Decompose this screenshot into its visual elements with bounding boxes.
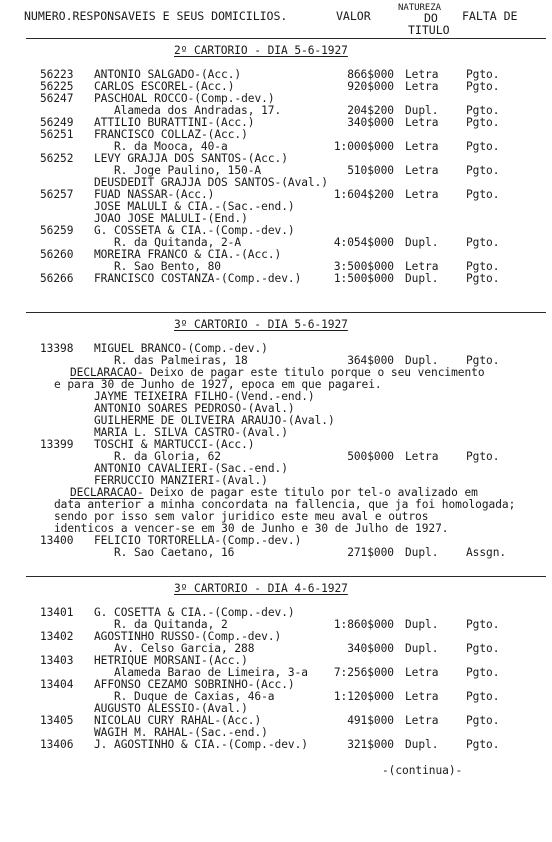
entry-number: 56257 [40, 188, 74, 201]
title-type: Dupl. [405, 642, 439, 655]
title-type: Dupl. [405, 738, 439, 751]
party-line: TOSCHI & MARTUCCI-(Acc.) [94, 438, 255, 451]
title-type: Dupl. [405, 618, 439, 631]
party-line: DEUSDEDIT GRAJJA DOS SANTOS-(Aval.) [94, 176, 328, 189]
party-line: HETRIQUE MORSANI-(Acc.) [94, 654, 248, 667]
party-line: FUAD NASSAR-(Acc.) [94, 188, 215, 201]
amount: 920$000 [347, 80, 394, 93]
entry-number: 56252 [40, 152, 74, 165]
amount: 340$000 [347, 116, 394, 129]
section-divider [26, 312, 546, 313]
entry-number: 13406 [40, 738, 74, 751]
party-line: G. COSETTA & CIA.-(Comp.-dev.) [94, 606, 295, 619]
party-line: JOSE MALULI & CIA.-(Sac.-end.) [94, 200, 295, 213]
entry-number: 56251 [40, 128, 74, 141]
address-line: R. da Quitanda, 2 [114, 618, 228, 631]
title-type: Letra [405, 80, 439, 93]
amount: 866$000 [347, 68, 394, 81]
party-line: MIGUEL BRANCO-(Comp.-dev.) [94, 342, 268, 355]
amount: 491$000 [347, 714, 394, 727]
amount: 1:860$000 [333, 618, 394, 631]
title-type: Letra [405, 714, 439, 727]
amount: 4:054$000 [333, 236, 394, 249]
status: Pgto. [466, 354, 500, 367]
entry-number: 56259 [40, 224, 74, 237]
entry-number: 56225 [40, 80, 74, 93]
header-column-fault: FALTA DE [462, 9, 518, 23]
title-type: Dupl. [405, 546, 439, 559]
amount: 7:256$000 [333, 666, 394, 679]
header-column-nature-1: NATUREZA [398, 3, 441, 13]
entry-number: 56249 [40, 116, 74, 129]
amount: 1:500$000 [333, 272, 394, 285]
title-type: Letra [405, 68, 439, 81]
party-line: JOAO JOSE MALULI-(End.) [94, 212, 248, 225]
section-title: 3º CARTORIO - DIA 4-6-1927 [174, 582, 348, 595]
amount: 500$000 [347, 450, 394, 463]
party-line: ANTONIO CAVALIERI-(Sac.-end.) [94, 462, 288, 475]
party-line: AFFONSO CEZAMO SOBRINHO-(Acc.) [94, 678, 295, 691]
party-line: NICOLAU CURY RAHAL-(Acc.) [94, 714, 262, 727]
entry-number: 13403 [40, 654, 74, 667]
header-column-nature-3: TITULO [408, 23, 450, 37]
status: Pgto. [466, 738, 500, 751]
entry-number: 13400 [40, 534, 74, 547]
amount: 321$000 [347, 738, 394, 751]
party-line: CARLOS ESCOREL-(Acc.) [94, 80, 235, 93]
entry-number: 13398 [40, 342, 74, 355]
party-line: WAGIH M. RAHAL-(Sac.-end.) [94, 726, 268, 739]
status: Pgto. [466, 690, 500, 703]
status: Pgto. [466, 188, 500, 201]
amount: 1:000$000 [333, 140, 394, 153]
status: Pgto. [466, 272, 500, 285]
party-line: G. COSSETA & CIA.-(Comp.-dev.) [94, 224, 295, 237]
party-line: ANTONIO SOARES PEDROSO-(Aval.) [94, 402, 295, 415]
amount: 271$000 [347, 546, 394, 559]
status: Pgto. [466, 450, 500, 463]
party-line: MARIA L. SILVA CASTRO-(Aval.) [94, 426, 288, 439]
status: Pgto. [466, 236, 500, 249]
status: Pgto. [466, 164, 500, 177]
status: Assgn. [466, 546, 507, 559]
declaration-keyword: DECLARACAO- [70, 486, 144, 499]
declaration-text: DECLARACAO- Deixo de pagar este titulo porque o seu vencimento [70, 366, 485, 379]
entry-number: 56223 [40, 68, 74, 81]
party-line: FRANCISCO COSTANZA-(Comp.-dev.) [94, 272, 302, 285]
amount: 1:604$200 [333, 188, 394, 201]
party-line: FELICIO TORTORELLA-(Comp.-dev.) [94, 534, 302, 547]
title-type: Letra [405, 450, 439, 463]
address-line: Alameda Barao de Limeira, 3-a [114, 666, 308, 679]
address-line: R. da Quitanda, 2-A [114, 236, 242, 249]
entry-number: 56266 [40, 272, 74, 285]
header-column-nature-2: DO [424, 11, 438, 25]
title-type: Dupl. [405, 272, 439, 285]
title-type: Letra [405, 666, 439, 679]
party-line: PASCHOAL ROCCO-(Comp.-dev.) [94, 92, 275, 105]
header-divider [26, 38, 546, 39]
address-line: R. Sao Caetano, 16 [114, 546, 235, 559]
entry-number: 56247 [40, 92, 74, 105]
party-line: AUGUSTO ALESSIO-(Aval.) [94, 702, 248, 715]
title-type: Dupl. [405, 354, 439, 367]
title-type: Letra [405, 164, 439, 177]
entry-number: 13404 [40, 678, 74, 691]
section-title: 2º CARTORIO - DIA 5-6-1927 [174, 44, 348, 57]
address-line: R. Duque de Caxias, 46-a [114, 690, 275, 703]
address-line: R. das Palmeiras, 18 [114, 354, 248, 367]
continued-note: -(continua)- [382, 764, 463, 777]
entry-number: 13401 [40, 606, 74, 619]
entry-number: 56260 [40, 248, 74, 261]
declaration-text: DECLARACAO- Deixo de pagar este titulo por tel-o avalizado em [70, 486, 478, 499]
amount: 510$000 [347, 164, 394, 177]
status: Pgto. [466, 618, 500, 631]
title-type: Letra [405, 188, 439, 201]
party-line: FERRUCCIO MANZIERI-(Aval.) [94, 474, 268, 487]
party-line: FRANCISCO COLLAZ-(Acc.) [94, 128, 248, 141]
party-line: LEVY GRAJJA DOS SANTOS-(Acc.) [94, 152, 288, 165]
party-line: identicos a vencer-se em 30 de Junho e 30 de Julho de 1927. [54, 522, 449, 535]
entry-number: 13399 [40, 438, 74, 451]
party-line: ATTILIO BURATTINI-(Acc.) [94, 116, 255, 129]
header-column-names: NUMERO.RESPONSAVEIS E SEUS DOMICILIOS. [24, 9, 288, 23]
title-type: Dupl. [405, 104, 439, 117]
address-line: R. Joge Paulino, 150-A [114, 164, 262, 177]
declaration-keyword: DECLARACAO- [70, 366, 144, 379]
party-line: MOREIRA FRANCO & CIA.-(Acc.) [94, 248, 282, 261]
status: Pgto. [466, 666, 500, 679]
title-type: Letra [405, 260, 439, 273]
status: Pgto. [466, 642, 500, 655]
party-line: AGOSTINHO RUSSO-(Comp.-dev.) [94, 630, 282, 643]
status: Pgto. [466, 140, 500, 153]
status: Pgto. [466, 116, 500, 129]
section-divider [26, 576, 546, 577]
address-line: R. da Mooca, 40-a [114, 140, 228, 153]
title-type: Dupl. [405, 236, 439, 249]
amount: 3:500$000 [333, 260, 394, 273]
amount: 340$000 [347, 642, 394, 655]
address-line: R. da Gloria, 62 [114, 450, 221, 463]
header-column-value: VALOR [336, 9, 371, 23]
amount: 204$200 [347, 104, 394, 117]
status: Pgto. [466, 714, 500, 727]
party-line: ANTONIO SALGADO-(Acc.) [94, 68, 242, 81]
party-line: J. AGOSTINHO & CIA.-(Comp.-dev.) [94, 738, 308, 751]
amount: 364$000 [347, 354, 394, 367]
entry-number: 13405 [40, 714, 74, 727]
party-line: JAYME TEIXEIRA FILHO-(Vend.-end.) [94, 390, 315, 403]
party-line: data anterior a minha concordata na fallencia, que ja foi homologada; sendo por isso sem valor juridico este meu aval e outros [54, 498, 516, 523]
title-type: Letra [405, 116, 439, 129]
party-line: GUILHERME DE OLIVEIRA ARAUJO-(Aval.) [94, 414, 335, 427]
entry-number: 13402 [40, 630, 74, 643]
title-type: Letra [405, 140, 439, 153]
status: Pgto. [466, 260, 500, 273]
status: Pgto. [466, 80, 500, 93]
title-type: Letra [405, 690, 439, 703]
status: Pgto. [466, 68, 500, 81]
status: Pgto. [466, 104, 500, 117]
amount: 1:120$000 [333, 690, 394, 703]
address-line: Alameda dos Andradas, 17. [114, 104, 282, 117]
party-line: e para 30 de Junho de 1927, epoca em que pagarei. [54, 378, 382, 391]
section-title: 3º CARTORIO - DIA 5-6-1927 [174, 318, 348, 331]
address-line: Av. Celso Garcia, 288 [114, 642, 255, 655]
address-line: R. Sao Bento, 80 [114, 260, 221, 273]
